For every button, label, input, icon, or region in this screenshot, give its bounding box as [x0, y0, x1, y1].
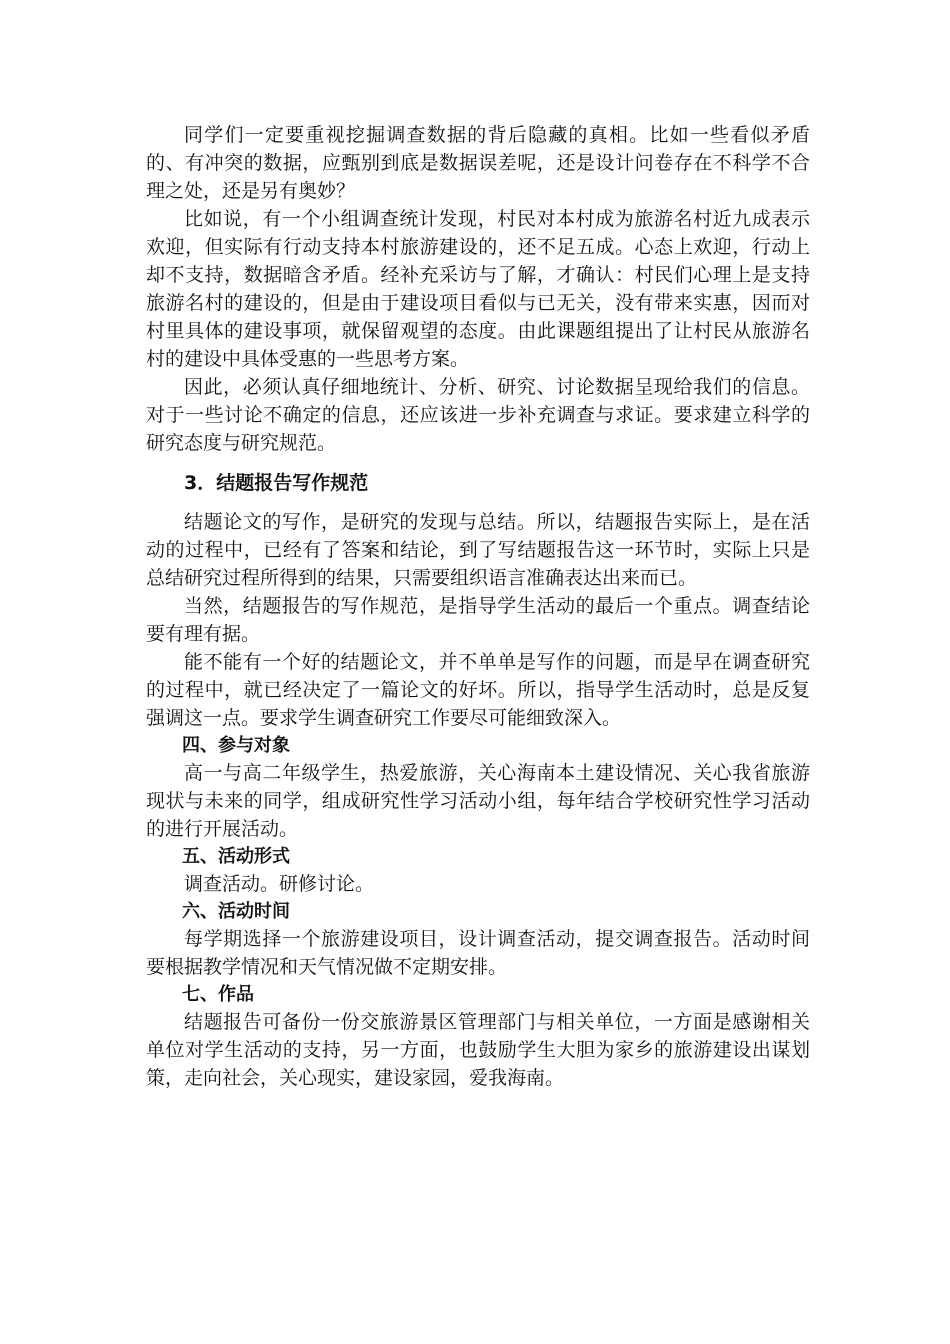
paragraph-careful-analysis: 因此，必须认真仔细地统计、分析、研究、讨论数据呈现给我们的信息。对于一些讨论不确定的信息，还应该进一步补充调查与求证。要求建立科学的研究态度与研究规范。 [146, 376, 810, 454]
section-heading-activity-form: 五、活动形式 [182, 846, 290, 867]
paragraph-report-focus: 当然，结题报告的写作规范，是指导学生活动的最后一个重点。调查结论要有理有据。 [146, 595, 810, 645]
paragraph-report-writing: 结题论文的写作，是研究的发现与总结。所以，结题报告实际上，是在活动的过程中，已经有了答案和结论，到了写结题报告这一环节时，实际上只是总结研究过程所得到的结果，只需要组织语言准确表达出来而已。 [146, 511, 810, 589]
section-body-participants: 高一与高二年级学生，热爱旅游，关心海南本土建设情况、关心我省旅游现状与未来的同学，组成研究性学习活动小组，每年结合学校研究性学习活动的进行开展活动。 [146, 762, 810, 840]
section-body-activity-time: 每学期选择一个旅游建设项目，设计调查活动，提交调查报告。活动时间要根据教学情况和天气情况做不定期安排。 [146, 928, 810, 978]
paragraph-village-example: 比如说，有一个小组调查统计发现，村民对本村成为旅游名村近九成表示欢迎，但实际有行动支持本村旅游建设的，还不足五成。心态上欢迎，行动上却不支持，数据暗含矛盾。经补充采访与了解，才确认：村民们心理上是支持旅游名村的建设的，但是由于建设项目看似与已无关，没有带来实惠，因而对村里具体的建设事项，就保留观望的态度。由此课题组提出了让村民从旅游名村的建设中具体受惠的一些思考方案。 [146, 208, 810, 370]
paragraph-good-paper: 能不能有一个好的结题论文，并不单单是写作的问题，而是早在调查研究的过程中，就已经决定了一篇论文的好坏。所以，指导学生活动时，总是反复强调这一点。要求学生调查研究工作要尽可能细致深入。 [146, 651, 810, 729]
section-heading-participants: 四、参与对象 [182, 735, 290, 756]
subheading-report-norms: 3．结题报告写作规范 [184, 472, 369, 494]
paragraph-data-truth: 同学们一定要重视挖掘调查数据的背后隐藏的真相。比如一些看似矛盾的、有冲突的数据，应甄别到底是数据误差呢，还是设计问卷存在不科学不合理之处，还是另有奥妙？ [146, 124, 810, 202]
document-page [146, 121, 810, 1092]
section-heading-works: 七、作品 [182, 984, 254, 1005]
section-body-activity-form: 调查活动。研修讨论。 [184, 873, 375, 895]
section-body-works: 结题报告可备份一份交旅游景区管理部门与相关单位，一方面是感谢相关单位对学生活动的支持，另一方面，也鼓励学生大胆为家乡的旅游建设出谋划策，走向社会，关心现实，建设家园，爱我海南。 [146, 1011, 810, 1089]
section-heading-activity-time: 六、活动时间 [182, 901, 290, 922]
